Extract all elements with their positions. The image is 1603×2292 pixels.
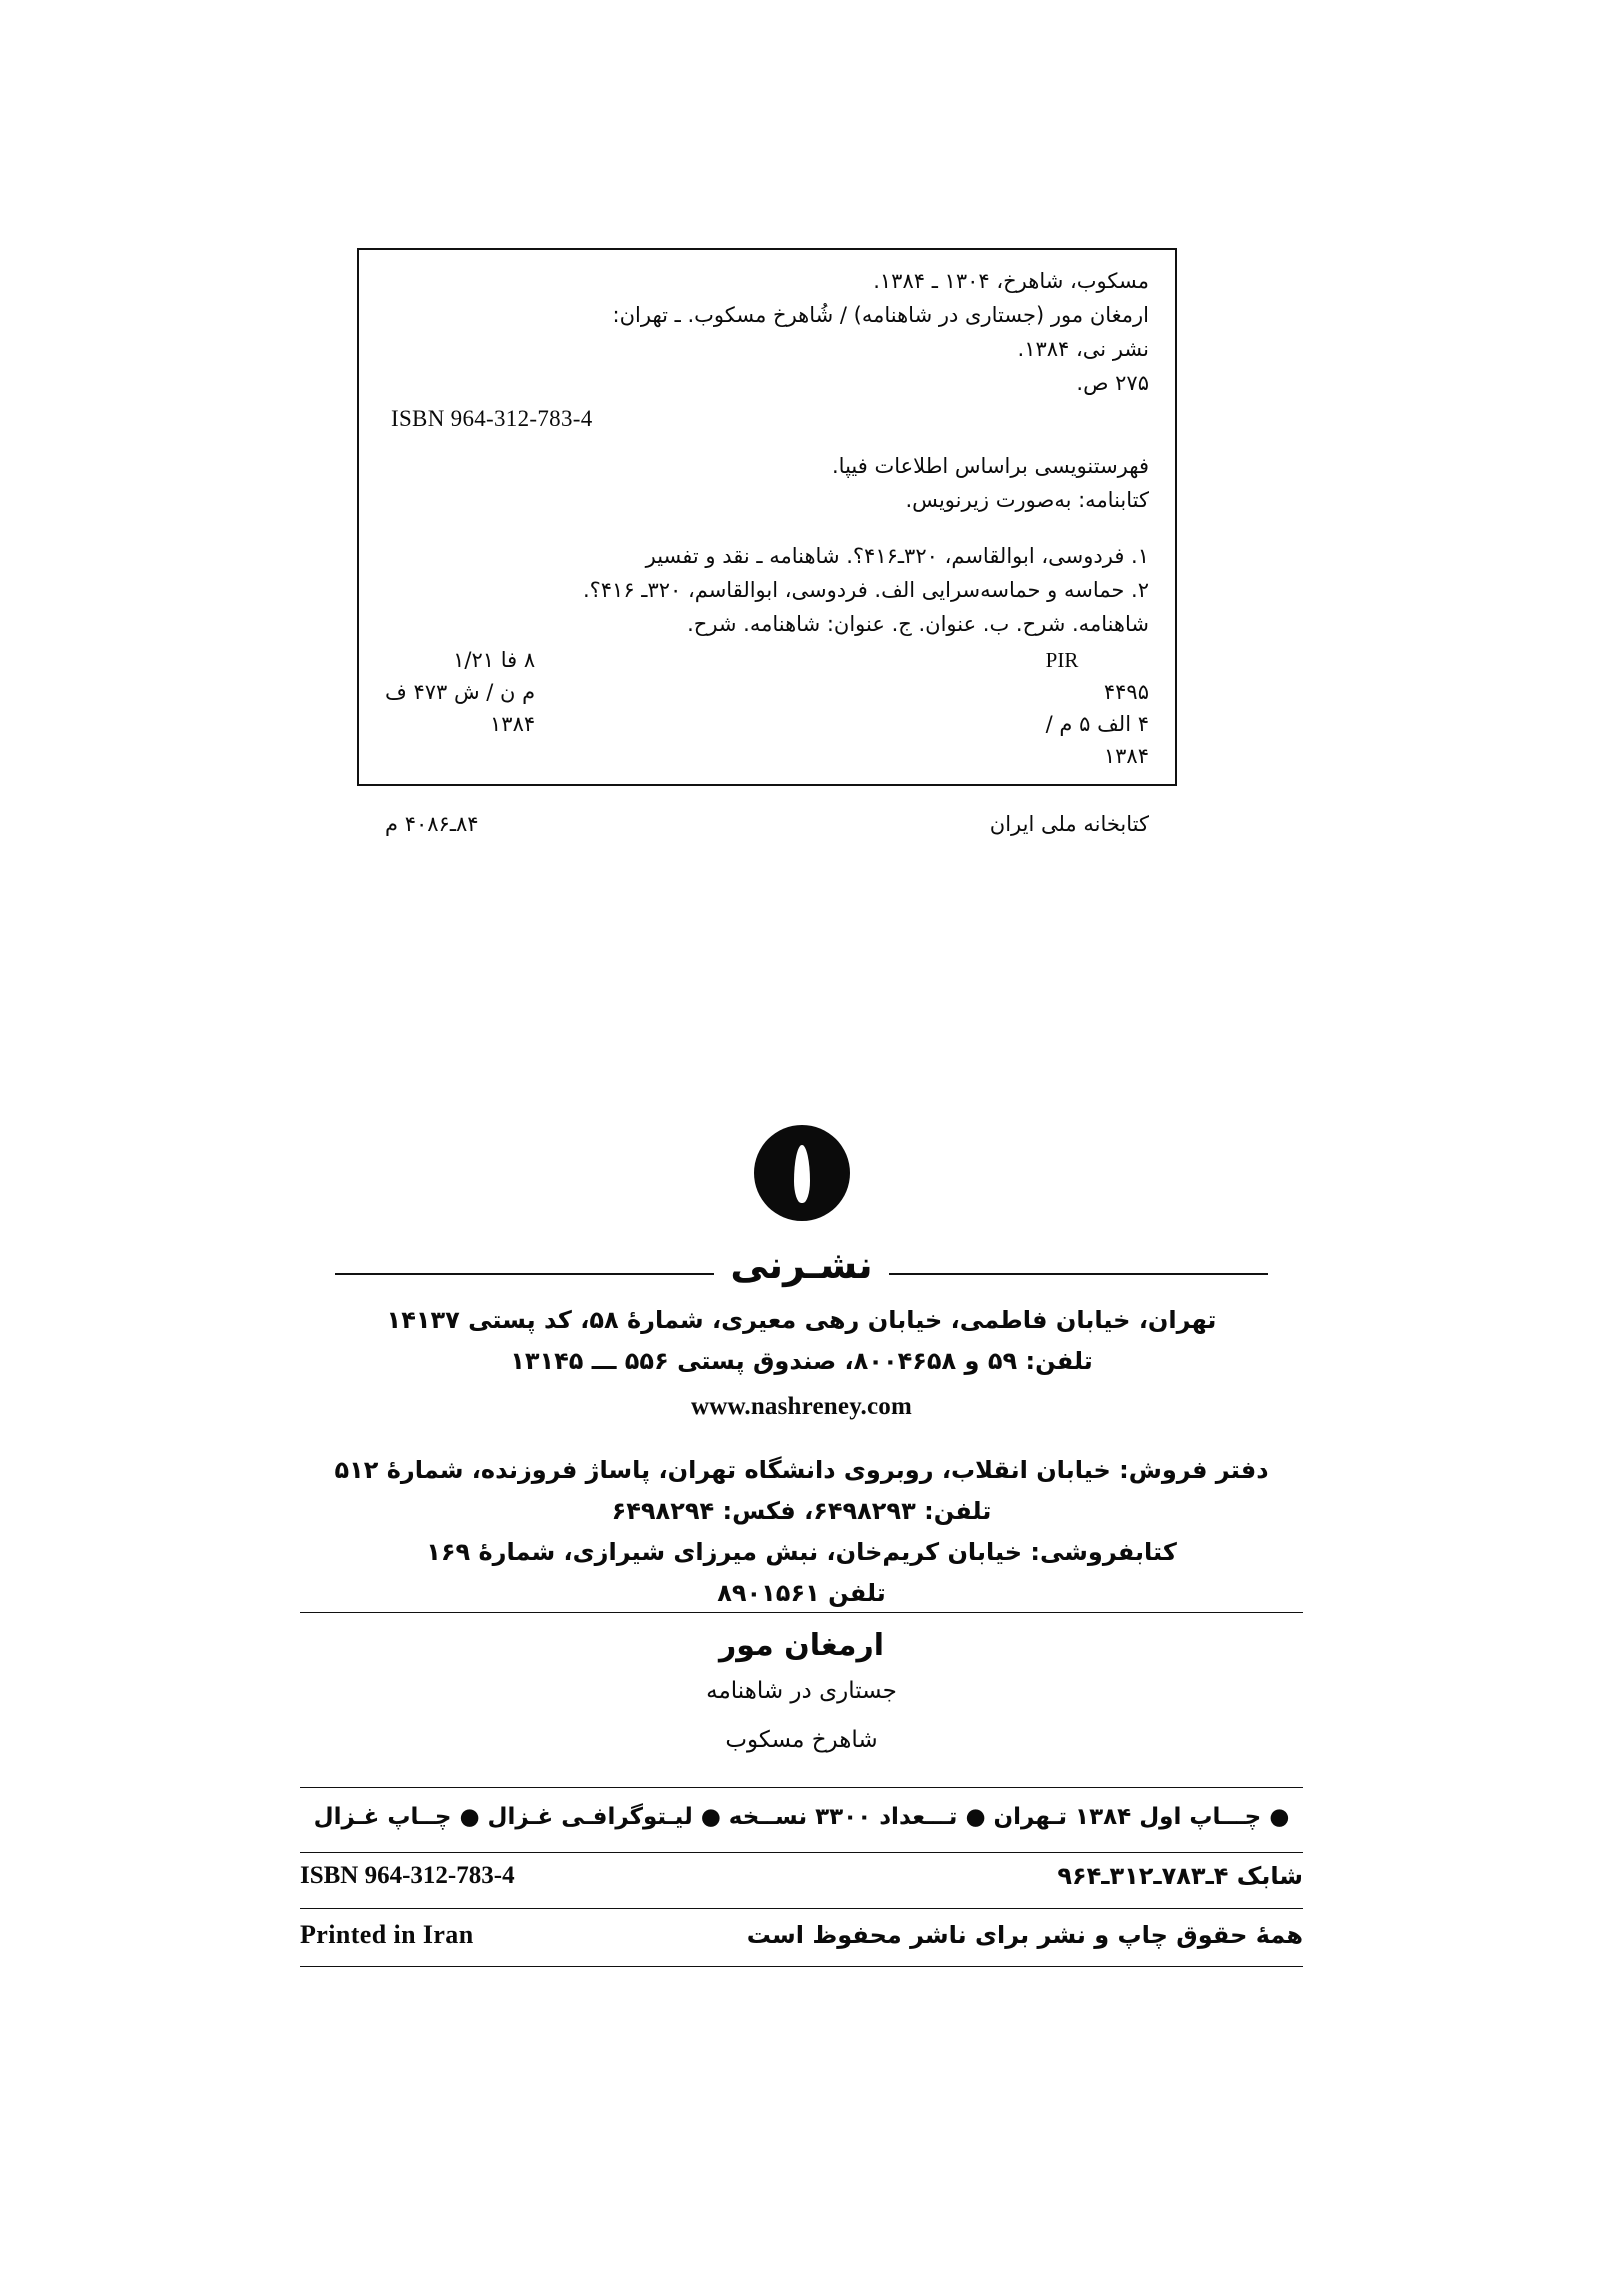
cip-classification-grid [385,645,1149,773]
cip-class-dewey-1: ۸ فا ۱/۲۱ [453,648,536,673]
publisher-bookshop: کتابفروشی: خیابان کریم‌خان، نبش میرزای شیرازی، شمارهٔ ۱۶۹ [426,1538,1177,1567]
colophon-book-author: شاهرخ مسکوب [725,1727,878,1753]
publisher-phone-line: تلفن: ۵۹ و ۸۰۰۴۶۵۸، صندوق پستی ۵۵۶ ـــ ۱۳۱۴۵ [510,1347,1093,1376]
cip-isbn: ISBN 964-312-783-4 [391,406,593,432]
cip-national-library-row [385,807,1149,841]
cip-class-pir: PIR [1045,648,1079,673]
colophon-rule-4 [300,1908,1303,1909]
colophon-rule-bottom [300,1966,1303,1967]
colophon-rule-2 [300,1787,1303,1788]
cip-class-pir-3: ۴ الف ۵ م / [1045,712,1149,737]
colophon-rights-row [300,1920,1303,1950]
cip-national-library-label: کتابخانه ملی ایران [989,812,1149,837]
publisher-bookshop-phone: تلفن ۸۹۰۱۵۶۱ [717,1579,886,1608]
colophon-isbn-row [300,1862,1303,1890]
cip-class-pir-2: ۴۴۹۵ [1103,680,1149,705]
cip-class-lc-column [1046,645,1149,773]
colophon-book-title: ارمغان مور [718,1628,885,1663]
colophon-book-subtitle: جستاری در شاهنامه [706,1678,897,1704]
publisher-website[interactable]: www.nashreney.com [690,1392,912,1420]
cip-national-library-number: ۸۴ـ۴۰۸۶ م [385,812,479,837]
cip-imprint: نشر نی، ۱۳۸۴. [1017,337,1149,362]
colophon-isbn-en: ISBN 964-312-783-4 [300,1862,515,1889]
cip-note-bibliography: کتابنامه: به‌صورت زیرنویس. [905,488,1149,513]
colophon-isbn-fa: شابک ۴ـ۷۸۳ـ۳۱۲ـ۹۶۴ [1057,1862,1303,1890]
cip-class-dewey-column [385,645,569,773]
publisher-logo-name [0,1243,1603,1287]
cip-class-dewey-2: م ن / ش ۴۷۳ ف [385,680,536,705]
cip-class-dewey-3: ۱۳۸۴ [490,712,536,737]
publisher-sales-phone: تلفن: ۶۴۹۸۲۹۳، فکس: ۶۴۹۸۲۹۴ [611,1496,992,1525]
publisher-address-block [300,1300,1303,1615]
cip-title-statement: ارمغان مور (جستاری در شاهنامه) / شُاهرخ مسکوب. ـ تهران: [612,303,1149,328]
cip-subject-2: ۲. حماسه و حماسه‌سرایی الف. فردوسی، ابوالقاسم، ۳۲۰ـ ۴۱۶؟. [582,578,1149,603]
publisher-sales-office: دفتر فروش: خیابان انقلاب، روبروی دانشگاه تهران، پاساژ فروزنده، شمارهٔ ۵۱۲ [334,1455,1269,1484]
cip-extent: ۲۷۵ ص. [1076,371,1149,396]
publisher-logo-name-text: نشـرنی [714,1243,888,1287]
cip-subject-3: شاهنامه. شرح. ب. عنوان. ج. عنوان: شاهنامه. شرح. [687,612,1149,637]
colophon-printed-in: Printed in Iran [300,1920,474,1949]
colophon-rights-fa: همهٔ حقوق چاپ و نشر برای ناشر محفوظ است [746,1921,1303,1949]
cip-cataloging-box [357,248,1177,837]
cip-note-cataloging: فهرستنویسی براساس اطلاعات فیپا. [832,454,1149,479]
colophon-rule-top [300,1612,1303,1613]
publisher-address-line: تهران، خیابان فاطمی، خیابان رهی معیری، شمارهٔ ۵۸، کد پستی ۱۴۱۳۷ [386,1306,1217,1334]
publisher-logo [0,1125,1603,1221]
colophon-rule-3 [300,1852,1303,1853]
cip-class-pir-4: ۱۳۸۴ [1103,744,1149,769]
colophon-print-run: ● چـــاپ اول ۱۳۸۴ تـهران ● تـــعداد ۳۳۰۰ نســخه ● لیـتوگرافـی غـزال ● چــاپ غـزال [313,1804,1290,1830]
cip-subject-1: ۱. فردوسی، ابوالقاسم، ۳۲۰ـ۴۱۶؟. شاهنامه ـ نقد و تفسیر [645,544,1149,569]
cip-heading-line: مسکوب، شاهرخ، ۱۳۰۴ ـ ۱۳۸۴. [873,269,1149,293]
nashr-ney-reed-logo-icon [754,1125,850,1221]
